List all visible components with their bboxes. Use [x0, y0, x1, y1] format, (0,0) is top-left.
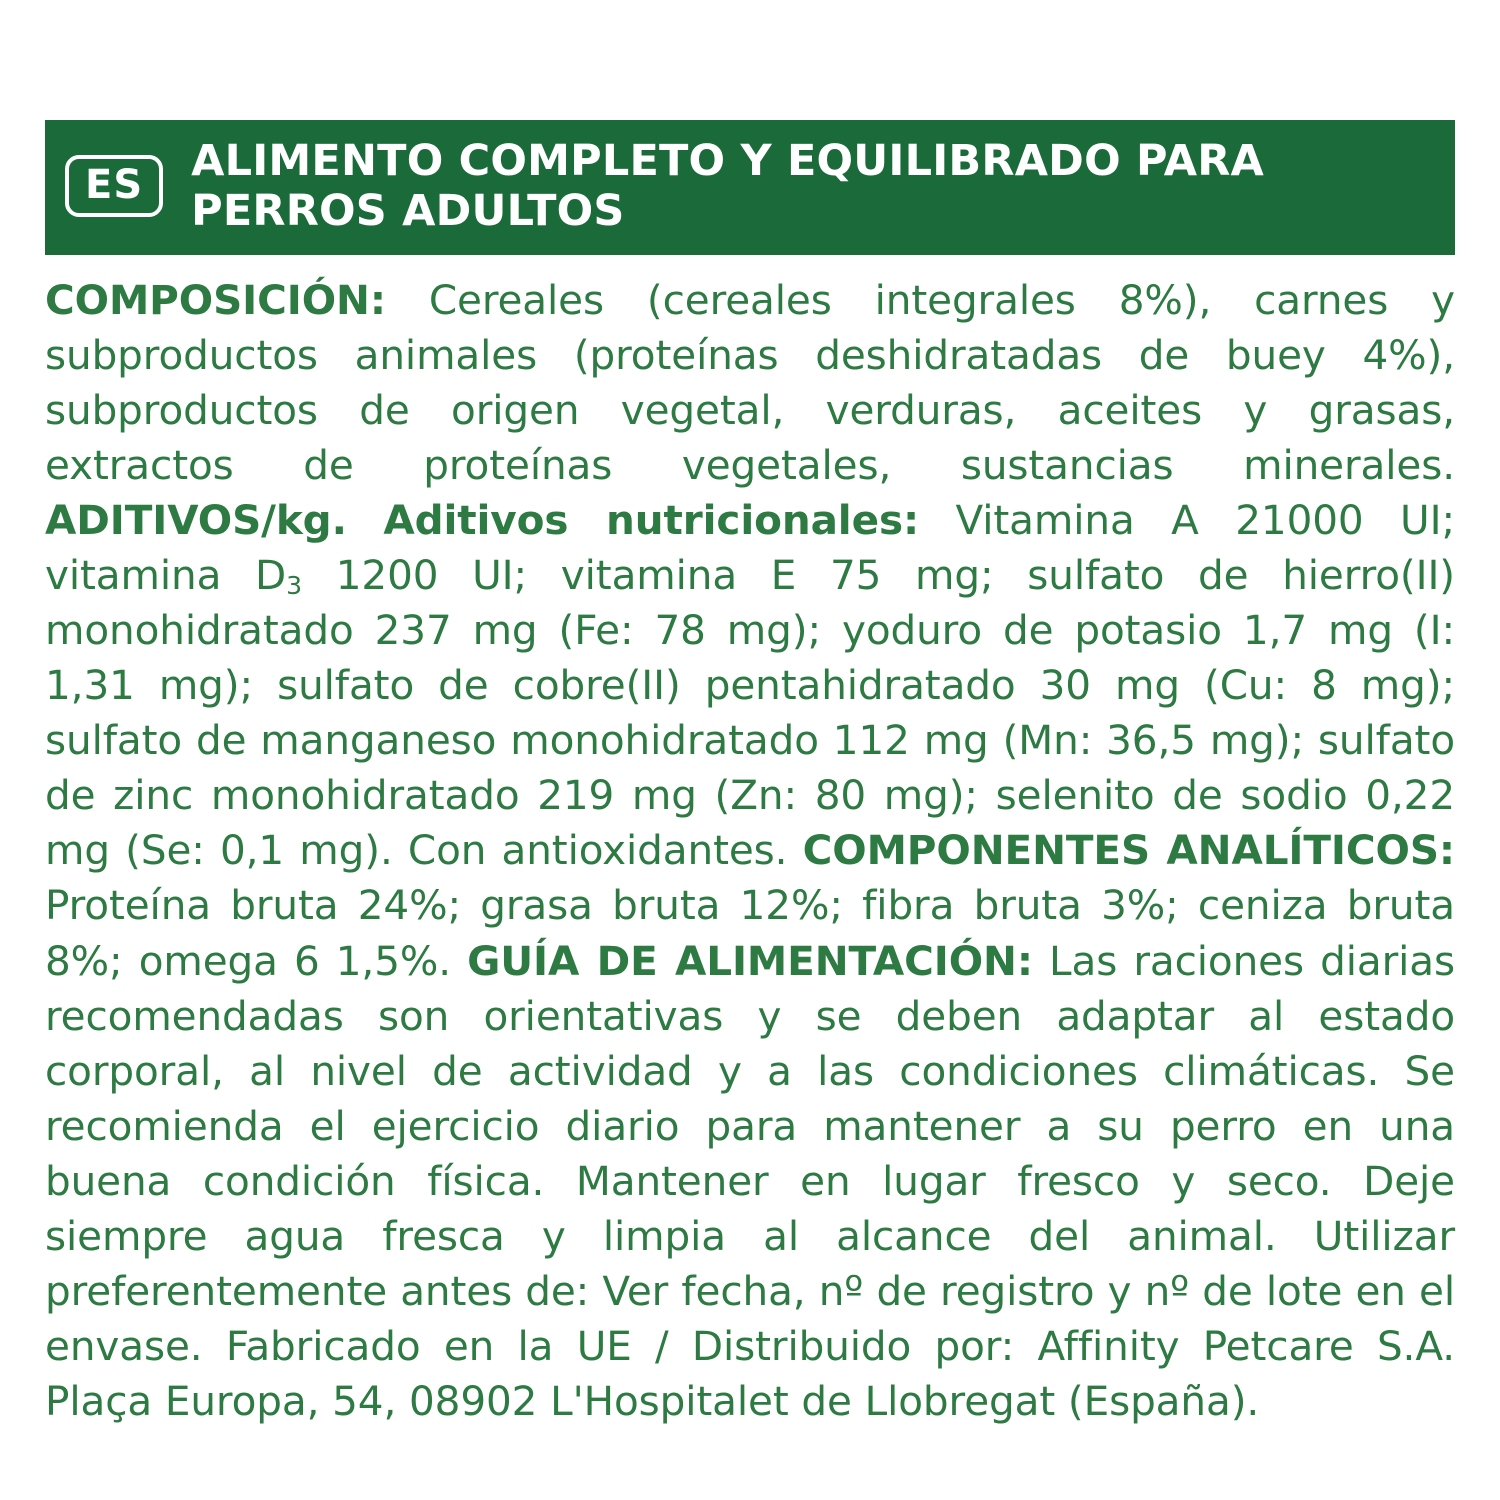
header-band — [45, 120, 1455, 255]
aditivos-text-part2: 1200 UI; vitamina E 75 mg; sulfato de hierro(II) monohidratado 237 mg (Fe: 78 mg); yoduro de potasio 1,7 mg (I: 1,31 mg); sulfato de cobre(II) pentahidratado 30 mg (Cu: 8 mg); sulfato de manganeso monohidratado 112 mg (Mn: 36,5 mg); sulfato de zinc monohidratado 219 mg (Zn: 80 mg); selenito de sodio 0,22 mg (Se: 0,1 mg). Con antioxidantes. — [45, 550, 1455, 875]
composicion-label: COMPOSICIÓN: — [45, 275, 386, 324]
vitamin-d-subscript: 3 — [286, 570, 303, 600]
ingredients-body — [45, 273, 1455, 1430]
componentes-analiticos-text: Proteína bruta 24%; grasa bruta 12%; fibra bruta 3%; ceniza bruta 8%; omega 6 1,5%. — [45, 881, 1455, 985]
language-badge: ES — [65, 155, 163, 217]
guia-alimentacion-text: Las raciones diarias recomendadas son orientativas y se deben adaptar al estado corporal, al nivel de actividad y a las condiciones climáticas. Se recomienda el ejercicio diario para mantener a su perro en una buena condición física. Mantener en lugar fresco y seco. Deje siempre agua fresca y limpia al alcance del animal. Utilizar preferentemente antes de: Ver fecha, nº de registro y nº de lote en el envase. Fabricado en la UE / Distribuido por: Affinity Petcare S.A. Plaça Europa, 54, 08902 L'Hospitalet de Llobregat (España). — [45, 936, 1455, 1426]
componentes-analiticos-label: COMPONENTES ANALÍTICOS: — [802, 826, 1456, 875]
aditivos-nutricionales-label: Aditivos nutricionales: — [383, 495, 920, 544]
aditivos-label: ADITIVOS/kg. — [45, 495, 347, 544]
guia-alimentacion-label: GUÍA DE ALIMENTACIÓN: — [467, 936, 1033, 985]
aditivos-text-part1: Vitamina A 21000 UI; vitamina D — [45, 495, 1455, 599]
page-title: ALIMENTO COMPLETO Y EQUILIBRADO PARA PERROS ADULTOS — [191, 136, 1265, 237]
label-paragraph — [45, 273, 1455, 1430]
composicion-text: Cereales (cereales integrales 8%), carnes y subproductos animales (proteínas deshidratadas de buey 4%), subproductos de origen vegetal, verduras, aceites y grasas, extractos de proteínas vegetales, sustancias minerales. — [45, 275, 1455, 489]
